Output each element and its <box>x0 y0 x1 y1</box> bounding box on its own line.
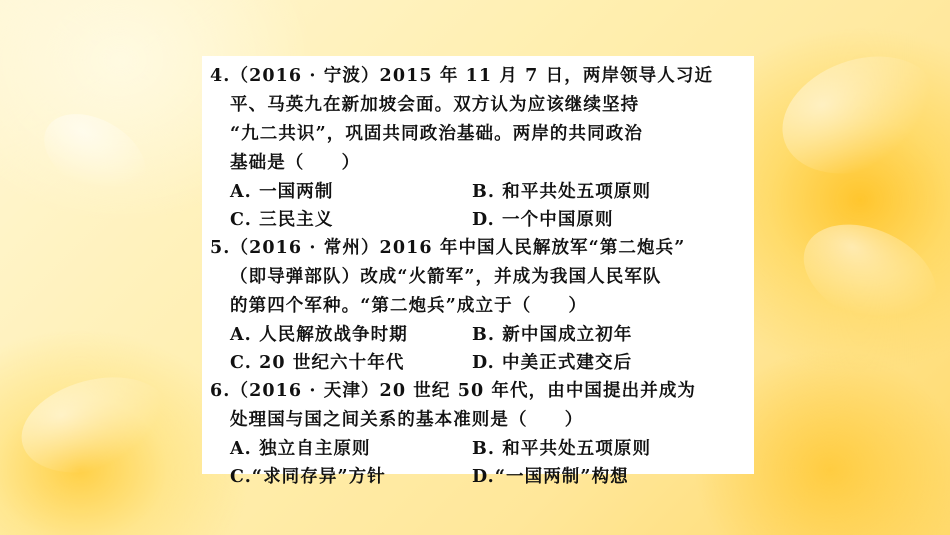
option-b[interactable]: B. 和平共处五项原则 <box>472 182 652 202</box>
option-d[interactable]: D. 一个中国原则 <box>472 210 614 230</box>
background-petal <box>766 36 950 194</box>
option-b[interactable]: B. 和平共处五项原则 <box>472 439 652 459</box>
option-row <box>210 435 746 463</box>
question-text: 基础是（ ） <box>230 153 361 173</box>
question-text: （即导弹部队）改成“火箭军”，并成为我国人民军队 <box>230 267 662 287</box>
option-c[interactable]: C.“求同存异”方针 <box>230 467 386 487</box>
option-row <box>210 178 746 206</box>
option-a[interactable]: A. 一国两制 <box>230 182 334 202</box>
question-6 <box>210 377 746 491</box>
question-panel <box>202 56 754 487</box>
option-d[interactable]: D. 中美正式建交后 <box>472 353 633 373</box>
option-d[interactable]: D.“一国两制”构想 <box>472 467 629 487</box>
option-a[interactable]: A. 独立自主原则 <box>230 439 371 459</box>
background-petal <box>11 362 179 488</box>
question-text: “九二共识”，巩固共同政治基础。两岸的共同政治 <box>230 124 643 144</box>
option-row <box>210 463 746 491</box>
option-row <box>210 349 746 377</box>
question-text: 6.（2016 · 天津）20 世纪 50 年代，由中国提出并成为 <box>210 381 697 401</box>
option-b[interactable]: B. 新中国成立初年 <box>472 325 633 345</box>
background-petal <box>30 97 160 213</box>
question-4 <box>210 62 746 234</box>
question-text: 的第四个军种。“第二炮兵”成立于（ ） <box>230 296 588 316</box>
option-row <box>210 206 746 234</box>
option-c[interactable]: C. 三民主义 <box>230 210 334 230</box>
background-petal <box>788 205 950 346</box>
option-row <box>210 321 746 349</box>
question-5 <box>210 234 746 377</box>
question-text: 平、马英九在新加坡会面。双方认为应该继续坚持 <box>230 95 640 115</box>
question-text: 处理国与国之间关系的基本准则是（ ） <box>230 410 584 430</box>
question-text: 5.（2016 · 常州）2016 年中国人民解放军“第二炮兵” <box>210 238 686 258</box>
option-c[interactable]: C. 20 世纪六十年代 <box>230 353 405 373</box>
option-a[interactable]: A. 人民解放战争时期 <box>230 325 408 345</box>
question-text: 4.（2016 · 宁波）2015 年 11 月 7 日，两岸领导人习近 <box>210 66 714 86</box>
